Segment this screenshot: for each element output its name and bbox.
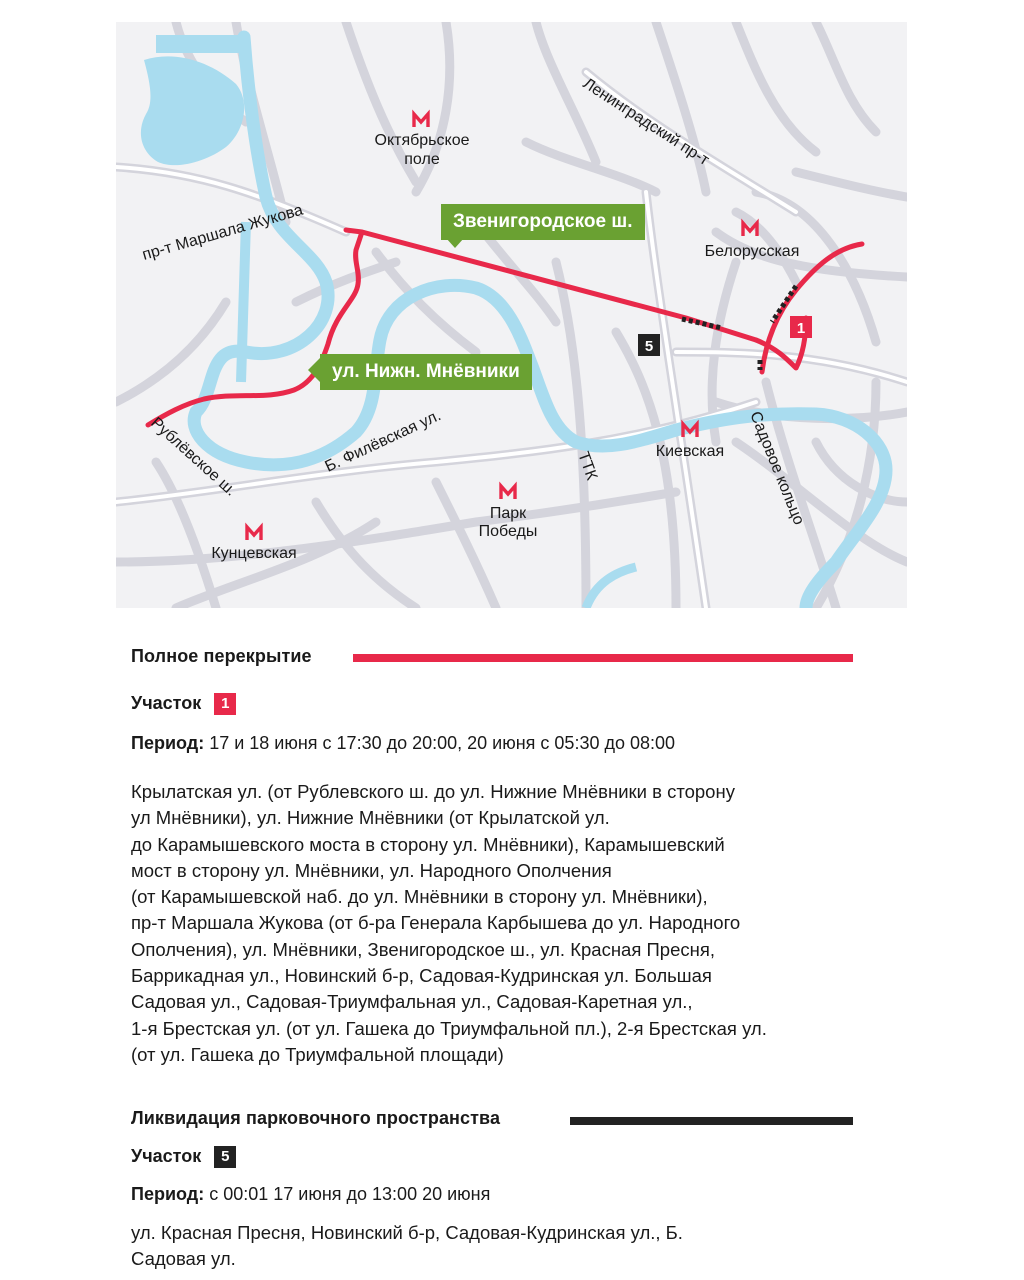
map-canvas [116, 22, 907, 608]
metro-label-oktyabrskoe-pole-2: поле [404, 151, 440, 168]
street-line: до Карамышевского моста в сторону ул. Мнёвники), Карамышевский [131, 833, 725, 855]
section-label: Участок [131, 1146, 202, 1166]
period-value: с 00:01 17 июня до 13:00 20 июня [209, 1184, 491, 1204]
street-label-rublevskoe: Рублёвское ш. [147, 414, 240, 500]
street-line: Садовая ул., Садовая-Триумфальная ул., Садовая-Каретная ул., [131, 991, 693, 1013]
section-1-row [131, 693, 236, 715]
metro-label-park-pobedy-2: Победы [478, 523, 538, 540]
section-5-badge: 5 [214, 1146, 236, 1168]
parking-period [131, 1184, 490, 1205]
metro-m-icon [414, 114, 428, 127]
period-value: 17 и 18 июня с 17:30 до 20:00, 20 июня с 05:30 до 08:00 [209, 733, 676, 753]
street-label-ttk: ТТК [574, 449, 601, 483]
street-label-leningradsky: Ленинградский пр-т [579, 75, 712, 170]
svg-text:1: 1 [796, 320, 806, 337]
period-label: Период: [131, 733, 205, 753]
street-line: (от Карамышевской наб. до ул. Мнёвники в сторону ул. Мнёвники), [131, 886, 708, 908]
metro-label-kuntsevskaya: Кунцевская [211, 545, 297, 562]
section-5-row [131, 1146, 236, 1168]
parking-rule [570, 1117, 853, 1125]
parking-title: Ликвидация парковочного пространства [131, 1108, 501, 1128]
full-closure-streets [131, 779, 861, 1068]
street-line: мост в сторону ул. Мнёвники, ул. Народного Ополчения [131, 859, 612, 881]
section-1-badge: 1 [214, 693, 236, 715]
route-map [116, 22, 907, 608]
metro-label-kievskaya: Киевская [655, 443, 725, 460]
street-line: (от ул. Гашека до Триумфальной площади) [131, 1043, 504, 1065]
street-label-sadovoe: Садовое кольцо [746, 409, 808, 528]
metro-m-icon [247, 527, 261, 540]
street-line: Ополчения), ул. Мнёвники, Звенигородское ш., ул. Красная Пресня, [131, 938, 715, 960]
street-label-zhukova: пр-т Маршала Жукова [140, 201, 305, 264]
svg-text:5: 5 [644, 338, 654, 355]
street-line: Баррикадная ул., Новинский б-р, Садовая-Кудринская ул. Большая [131, 965, 712, 987]
street-line: пр-т Маршала Жукова (от б-ра Генерала Карбышева до ул. Народного [131, 912, 741, 934]
parking-streets [131, 1220, 861, 1273]
full-closure-rule [353, 654, 853, 662]
street-line: 1-я Брестская ул. (от ул. Гашека до Триумфальной пл.), 2-я Брестская ул. [131, 1017, 767, 1039]
metro-label-belorusskaya: Белорусская [704, 243, 800, 260]
street-line: Садовая ул. [131, 1248, 236, 1270]
street-line: Крылатская ул. (от Рублевского ш. до ул. Нижние Мнёвники в сторону [131, 781, 735, 802]
section-5-marker [638, 334, 660, 356]
street-label-filevskaya: Б. Филёвская ул. [322, 407, 444, 476]
period-label: Период: [131, 1184, 205, 1204]
full-closure-title: Полное перекрытие [131, 646, 312, 666]
section-1-marker [790, 316, 812, 338]
metro-label-oktyabrskoe-pole-1: Октябрьское [374, 132, 470, 149]
metro-label-park-pobedy-1: Парк [489, 505, 527, 522]
callout-zvenigorodskoe: Звенигородское ш. [441, 204, 645, 240]
section-label: Участок [131, 693, 202, 713]
full-closure-period [131, 733, 675, 754]
metro-m-icon [501, 486, 515, 499]
callout-nizhn-mnevniki: ул. Нижн. Мнёвники [320, 354, 532, 390]
street-line: ул Мнёвники), ул. Нижние Мнёвники (от Крылатской ул. [131, 807, 610, 829]
street-line: ул. Красная Пресня, Новинский б-р, Садовая-Кудринская ул., Б. [131, 1222, 683, 1243]
